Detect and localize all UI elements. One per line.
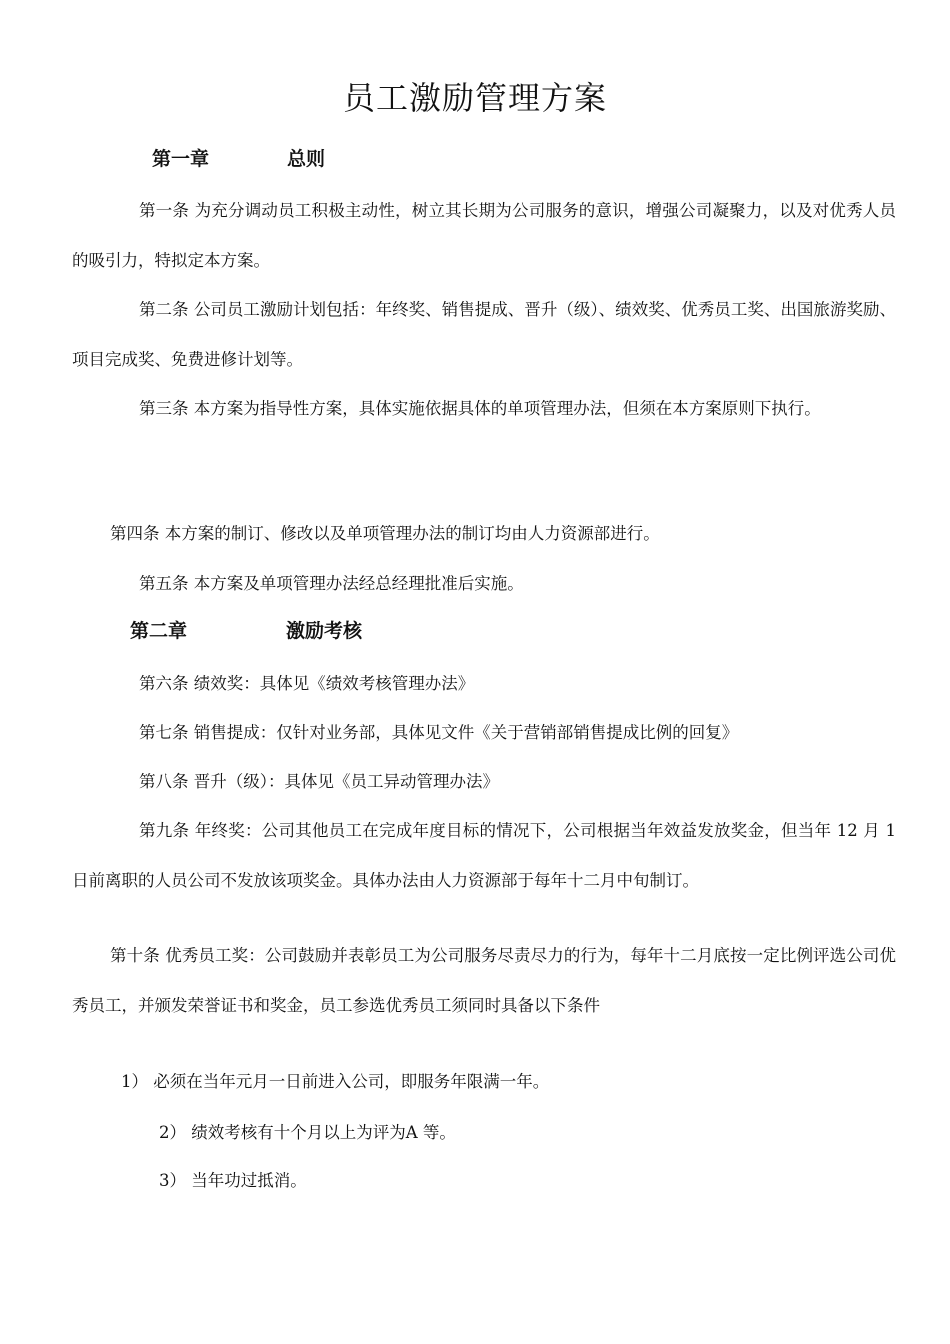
article-label: 第八条 — [139, 772, 189, 791]
article-label: 第六条 — [139, 674, 189, 693]
chapter-number: 第二章 — [130, 620, 188, 642]
article-label: 第五条 — [139, 574, 189, 593]
article-6 — [139, 671, 474, 697]
document-title: 员工激励管理方案 — [342, 79, 607, 117]
article-9 — [72, 806, 896, 906]
condition-text: 当年功过抵消。 — [191, 1171, 307, 1190]
article-text: 销售提成：仅针对业务部，具体见文件《关于营销部销售提成比例的回复》 — [193, 723, 739, 742]
condition-item-2 — [159, 1120, 456, 1146]
article-text: 本方案为指导性方案，具体实施依据具体的单项管理办法，但须在本方案原则下执行。 — [193, 399, 821, 418]
article-7 — [139, 720, 738, 746]
condition-text: 必须在当年元月一日前进入公司，即服务年限满一年。 — [153, 1072, 550, 1091]
condition-marker: 3） — [159, 1171, 186, 1190]
article-text: 年终奖：公司其他员工在完成年度目标的情况下，公司根据当年效益发放奖金，但当年 12 月 1 日前离职的人员公司不发放该项奖金。具体办法由人力资源部于每年十二月中旬制订。 — [72, 821, 897, 890]
article-text: 本方案及单项管理办法经总经理批准后实施。 — [193, 574, 524, 593]
article-label: 第二条 — [139, 300, 189, 319]
chapter-title: 激励考核 — [286, 620, 363, 642]
chapter-title: 总则 — [287, 148, 326, 170]
chapter-number: 第一章 — [152, 148, 210, 170]
condition-text: 绩效考核有十个月以上为评为A 等。 — [191, 1123, 456, 1142]
article-text: 优秀员工奖：公司鼓励并表彰员工为公司服务尽责尽力的行为，每年十二月底按一定比例评选公司优秀员工，并颁发荣誉证书和奖金，员工参选优秀员工须同时具备以下条件 — [72, 946, 897, 1015]
condition-item-3 — [159, 1168, 307, 1194]
article-4 — [110, 521, 660, 547]
article-5 — [139, 571, 524, 597]
article-text: 晋升（级）：具体见《员工异动管理办法》 — [193, 772, 499, 791]
article-label: 第九条 — [139, 821, 190, 840]
article-text: 为充分调动员工积极主动性，树立其长期为公司服务的意识，增强公司凝聚力，以及对优秀人员的吸引力，特拟定本方案。 — [72, 201, 897, 270]
condition-marker: 1） — [121, 1072, 148, 1091]
article-label: 第七条 — [139, 723, 189, 742]
condition-item-1 — [121, 1069, 549, 1095]
article-text: 绩效奖：具体见《绩效考核管理办法》 — [193, 674, 475, 693]
article-1 — [72, 186, 896, 286]
article-text: 本方案的制订、修改以及单项管理办法的制订均由人力资源部进行。 — [164, 524, 660, 543]
article-label: 第四条 — [110, 524, 160, 543]
article-2 — [72, 285, 896, 385]
article-8 — [139, 769, 499, 795]
condition-marker: 2） — [159, 1123, 186, 1142]
article-10 — [72, 931, 896, 1031]
article-label: 第三条 — [139, 399, 189, 418]
article-text: 公司员工激励计划包括：年终奖、销售提成、晋升（级）、绩效奖、优秀员工奖、出国旅游奖励、项目完成奖、免费进修计划等。 — [72, 300, 897, 369]
article-label: 第一条 — [139, 201, 190, 220]
article-label: 第十条 — [110, 946, 160, 965]
article-3 — [72, 384, 896, 434]
